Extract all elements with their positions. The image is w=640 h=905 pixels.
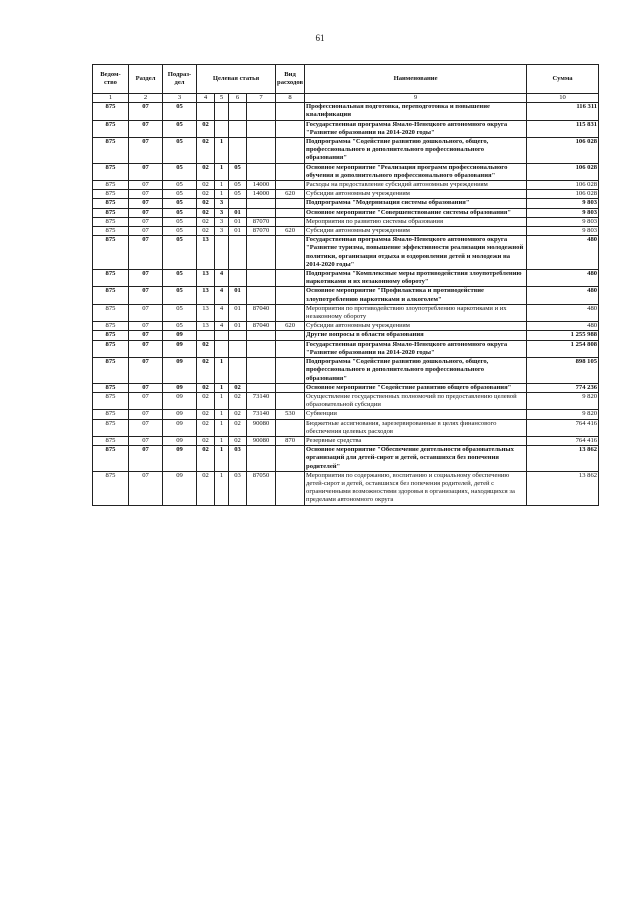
cell-name: Мероприятия по развитию системы образования (305, 217, 527, 226)
cell-razdel: 07 (129, 304, 163, 321)
cell-target-direction: 73140 (247, 410, 276, 419)
cell-target-direction (247, 138, 276, 164)
cell-target-direction (247, 236, 276, 270)
cell-ved: 875 (93, 383, 129, 392)
cell-target-direction (247, 383, 276, 392)
cell-target-subprogram: 1 (215, 392, 229, 409)
cell-ved: 875 (93, 217, 129, 226)
cell-target-subprogram (215, 340, 229, 357)
cell-sum: 774 236 (527, 383, 599, 392)
cell-razdel: 07 (129, 419, 163, 436)
cell-razdel: 07 (129, 199, 163, 208)
cell-ved: 875 (93, 358, 129, 384)
cell-podrazdel: 09 (163, 383, 197, 392)
cell-target-program: 02 (197, 208, 215, 217)
cell-vid (276, 287, 305, 304)
cell-sum: 480 (527, 236, 599, 270)
cell-target-program: 02 (197, 410, 215, 419)
cell-razdel: 07 (129, 471, 163, 505)
cell-podrazdel: 09 (163, 446, 197, 472)
cell-target-direction (247, 358, 276, 384)
cell-ved: 875 (93, 471, 129, 505)
cell-target-subprogram: 1 (215, 181, 229, 190)
cell-podrazdel: 05 (163, 287, 197, 304)
cell-sum: 480 (527, 287, 599, 304)
cell-sum: 1 255 988 (527, 331, 599, 340)
cell-ved: 875 (93, 419, 129, 436)
cell-sum: 106 028 (527, 163, 599, 180)
cell-sum: 898 105 (527, 358, 599, 384)
cell-target-direction: 90080 (247, 419, 276, 436)
cell-ved: 875 (93, 120, 129, 137)
cell-target-program: 13 (197, 322, 215, 331)
cell-target-subprogram: 1 (215, 436, 229, 445)
cell-target-subprogram (215, 331, 229, 340)
table-row (93, 392, 599, 409)
cell-target-program: 02 (197, 199, 215, 208)
table-row (93, 419, 599, 436)
header-name: Наименование (305, 65, 527, 94)
col-num: 3 (163, 94, 197, 103)
cell-razdel: 07 (129, 446, 163, 472)
cell-target-direction: 73140 (247, 392, 276, 409)
cell-ved: 875 (93, 322, 129, 331)
cell-vid (276, 358, 305, 384)
cell-target-subprogram: 4 (215, 322, 229, 331)
cell-target-program: 02 (197, 446, 215, 472)
table-row (93, 208, 599, 217)
cell-razdel: 07 (129, 270, 163, 287)
cell-sum: 480 (527, 304, 599, 321)
cell-vid: 620 (276, 227, 305, 236)
cell-podrazdel: 09 (163, 410, 197, 419)
cell-sum: 9 803 (527, 227, 599, 236)
col-num: 5 (215, 94, 229, 103)
cell-sum: 764 416 (527, 419, 599, 436)
cell-sum: 9 820 (527, 410, 599, 419)
cell-target-subprogram: 4 (215, 287, 229, 304)
cell-target-program: 02 (197, 392, 215, 409)
cell-sum: 480 (527, 270, 599, 287)
cell-target-program: 02 (197, 340, 215, 357)
cell-podrazdel: 05 (163, 190, 197, 199)
cell-ved: 875 (93, 340, 129, 357)
cell-sum: 480 (527, 322, 599, 331)
cell-target-direction (247, 163, 276, 180)
cell-razdel: 07 (129, 217, 163, 226)
cell-target-program: 02 (197, 217, 215, 226)
cell-ved: 875 (93, 190, 129, 199)
table-row (93, 322, 599, 331)
cell-podrazdel: 05 (163, 236, 197, 270)
cell-razdel: 07 (129, 331, 163, 340)
cell-razdel: 07 (129, 190, 163, 199)
cell-target-direction: 87050 (247, 471, 276, 505)
cell-sum: 764 416 (527, 436, 599, 445)
cell-target-subprogram (215, 120, 229, 137)
col-num: 6 (229, 94, 247, 103)
cell-razdel: 07 (129, 322, 163, 331)
cell-sum: 9 803 (527, 199, 599, 208)
header-ved: Ведом-ство (93, 65, 129, 94)
cell-ved: 875 (93, 181, 129, 190)
cell-target-event: 01 (229, 227, 247, 236)
cell-name: Субсидии автономным учреждениям (305, 322, 527, 331)
cell-razdel: 07 (129, 287, 163, 304)
cell-target-subprogram: 4 (215, 270, 229, 287)
cell-ved: 875 (93, 103, 129, 120)
cell-target-event: 01 (229, 208, 247, 217)
cell-ved: 875 (93, 199, 129, 208)
col-num: 7 (247, 94, 276, 103)
cell-vid (276, 208, 305, 217)
page-number: 61 (315, 33, 325, 43)
cell-target-subprogram: 1 (215, 190, 229, 199)
cell-name: Профессиональная подготовка, переподготовка и повышение квалификации (305, 103, 527, 120)
cell-target-event (229, 103, 247, 120)
col-num: 2 (129, 94, 163, 103)
cell-target-program: 13 (197, 236, 215, 270)
column-number-row (93, 94, 599, 103)
col-num: 1 (93, 94, 129, 103)
cell-vid: 620 (276, 190, 305, 199)
table-row (93, 471, 599, 505)
cell-target-direction (247, 103, 276, 120)
cell-vid: 530 (276, 410, 305, 419)
cell-sum: 116 311 (527, 103, 599, 120)
cell-target-direction (247, 331, 276, 340)
cell-podrazdel: 05 (163, 199, 197, 208)
cell-podrazdel: 05 (163, 138, 197, 164)
cell-razdel: 07 (129, 163, 163, 180)
cell-target-direction (247, 120, 276, 137)
cell-name: Осуществление государственных полномочий по предоставлению целевой образовательной субсидии (305, 392, 527, 409)
cell-sum: 13 862 (527, 471, 599, 505)
cell-name: Основное мероприятие "Содействие развитию общего образования" (305, 383, 527, 392)
cell-ved: 875 (93, 446, 129, 472)
cell-name: Другие вопросы в области образования (305, 331, 527, 340)
table-row (93, 383, 599, 392)
cell-vid (276, 103, 305, 120)
cell-razdel: 07 (129, 181, 163, 190)
cell-target-program: 13 (197, 270, 215, 287)
table-row (93, 287, 599, 304)
cell-razdel: 07 (129, 236, 163, 270)
cell-vid (276, 331, 305, 340)
cell-podrazdel: 09 (163, 419, 197, 436)
col-num: 9 (305, 94, 527, 103)
cell-ved: 875 (93, 236, 129, 270)
table-row (93, 410, 599, 419)
cell-name: Субсидии автономным учреждениям (305, 227, 527, 236)
cell-name: Субсидии автономным учреждениям (305, 190, 527, 199)
header-sum: Сумма (527, 65, 599, 94)
cell-podrazdel: 05 (163, 227, 197, 236)
cell-name: Мероприятия по противодействию злоупотреблению наркотиками и их незаконному обороту (305, 304, 527, 321)
cell-target-subprogram: 1 (215, 138, 229, 164)
table-row (93, 217, 599, 226)
cell-razdel: 07 (129, 227, 163, 236)
cell-target-subprogram: 1 (215, 163, 229, 180)
cell-target-event (229, 270, 247, 287)
cell-target-subprogram: 4 (215, 304, 229, 321)
cell-target-direction (247, 446, 276, 472)
cell-vid (276, 446, 305, 472)
cell-target-subprogram: 3 (215, 227, 229, 236)
header-vid: Вид расходов (276, 65, 305, 94)
cell-ved: 875 (93, 208, 129, 217)
table-row (93, 190, 599, 199)
cell-podrazdel: 05 (163, 181, 197, 190)
cell-podrazdel: 09 (163, 392, 197, 409)
cell-vid (276, 163, 305, 180)
cell-vid: 870 (276, 436, 305, 445)
cell-vid (276, 138, 305, 164)
cell-target-direction: 14000 (247, 190, 276, 199)
cell-ved: 875 (93, 138, 129, 164)
table-row (93, 199, 599, 208)
header-podrazdel: Подраз-дел (163, 65, 197, 94)
cell-name: Субвенции (305, 410, 527, 419)
cell-podrazdel: 05 (163, 270, 197, 287)
cell-target-program (197, 103, 215, 120)
cell-target-event (229, 138, 247, 164)
cell-sum: 115 831 (527, 120, 599, 137)
cell-name: Подпрограмма "Содействие развитию дошкольного, общего, профессионального и дополнительного профессионального образования" (305, 138, 527, 164)
cell-target-event: 02 (229, 410, 247, 419)
cell-target-event (229, 358, 247, 384)
header-razdel: Раздел (129, 65, 163, 94)
cell-target-event (229, 340, 247, 357)
cell-name: Резервные средства (305, 436, 527, 445)
cell-vid (276, 304, 305, 321)
cell-vid: 620 (276, 322, 305, 331)
cell-podrazdel: 09 (163, 471, 197, 505)
cell-target-program: 13 (197, 287, 215, 304)
cell-target-event: 01 (229, 287, 247, 304)
cell-target-event: 05 (229, 190, 247, 199)
cell-target-event (229, 120, 247, 137)
cell-razdel: 07 (129, 410, 163, 419)
cell-name: Бюджетные ассигнования, зарезервированные в целях финансового обеспечения целевых расходов (305, 419, 527, 436)
cell-name: Мероприятия по содержанию, воспитанию и социальному обеспечению детей-сирот и детей, оставшихся без попечения родителей, детей с ограниченными возможностями здоровья в организациях, находящихся за пределами автономного округа (305, 471, 527, 505)
table-row (93, 103, 599, 120)
cell-target-program: 02 (197, 190, 215, 199)
cell-ved: 875 (93, 436, 129, 445)
cell-podrazdel: 09 (163, 340, 197, 357)
table-row (93, 120, 599, 137)
cell-target-subprogram: 1 (215, 383, 229, 392)
cell-name: Государственная программа Ямало-Ненецкого автономного округа "Развитие образования на 2014-2020 годы" (305, 120, 527, 137)
cell-sum: 13 862 (527, 446, 599, 472)
cell-podrazdel: 05 (163, 322, 197, 331)
cell-razdel: 07 (129, 208, 163, 217)
cell-ved: 875 (93, 163, 129, 180)
table-row (93, 236, 599, 270)
cell-target-program: 02 (197, 436, 215, 445)
table-row (93, 436, 599, 445)
cell-podrazdel: 05 (163, 217, 197, 226)
cell-target-direction: 14000 (247, 181, 276, 190)
cell-target-event: 01 (229, 217, 247, 226)
cell-target-program: 02 (197, 358, 215, 384)
cell-name: Основное мероприятие "Реализация программ профессионального обучения и дополнительного профессионального образования" (305, 163, 527, 180)
cell-target-direction: 87070 (247, 217, 276, 226)
cell-target-event: 01 (229, 304, 247, 321)
cell-target-program: 13 (197, 304, 215, 321)
cell-sum: 9 803 (527, 217, 599, 226)
cell-target-event (229, 236, 247, 270)
cell-razdel: 07 (129, 436, 163, 445)
col-num: 8 (276, 94, 305, 103)
cell-target-program: 02 (197, 419, 215, 436)
col-num: 10 (527, 94, 599, 103)
cell-target-direction (247, 208, 276, 217)
cell-target-event: 01 (229, 322, 247, 331)
cell-target-direction: 87070 (247, 227, 276, 236)
cell-target-event: 05 (229, 181, 247, 190)
col-num: 4 (197, 94, 215, 103)
cell-podrazdel: 09 (163, 436, 197, 445)
cell-vid (276, 383, 305, 392)
cell-target-direction (247, 199, 276, 208)
cell-vid (276, 471, 305, 505)
header-target: Целевая статья (197, 65, 276, 94)
cell-vid (276, 181, 305, 190)
cell-ved: 875 (93, 392, 129, 409)
cell-podrazdel: 05 (163, 304, 197, 321)
cell-podrazdel: 05 (163, 208, 197, 217)
budget-table (92, 64, 599, 506)
cell-podrazdel: 05 (163, 120, 197, 137)
cell-target-direction: 87040 (247, 304, 276, 321)
table-row (93, 270, 599, 287)
table-row (93, 181, 599, 190)
table-row (93, 446, 599, 472)
cell-sum: 106 028 (527, 138, 599, 164)
cell-sum: 9 803 (527, 208, 599, 217)
cell-vid (276, 217, 305, 226)
cell-vid (276, 199, 305, 208)
cell-sum: 106 028 (527, 190, 599, 199)
cell-sum: 9 820 (527, 392, 599, 409)
cell-target-program: 02 (197, 163, 215, 180)
cell-target-direction: 87040 (247, 322, 276, 331)
cell-target-direction (247, 270, 276, 287)
cell-name: Основное мероприятие "Обеспечение деятельности образовательных организаций для детей-сирот и детей, оставшихся без попечения родителей" (305, 446, 527, 472)
cell-ved: 875 (93, 410, 129, 419)
cell-razdel: 07 (129, 138, 163, 164)
cell-podrazdel: 05 (163, 103, 197, 120)
cell-razdel: 07 (129, 120, 163, 137)
table-row (93, 358, 599, 384)
cell-target-program (197, 331, 215, 340)
cell-target-program: 02 (197, 120, 215, 137)
cell-razdel: 07 (129, 358, 163, 384)
cell-ved: 875 (93, 304, 129, 321)
table-row (93, 340, 599, 357)
cell-target-event: 05 (229, 163, 247, 180)
cell-target-program: 02 (197, 383, 215, 392)
cell-name: Государственная программа Ямало-Ненецкого автономного округа "Развитие образования на 2014-2020 годы" (305, 340, 527, 357)
cell-target-event: 02 (229, 436, 247, 445)
cell-name: Государственная программа Ямало-Ненецкого автономного округа "Развитие туризма, повышение эффективности реализации молодежной политики, организация отдыха и оздоровления детей и молодежи на 2014-2020 годы" (305, 236, 527, 270)
cell-target-subprogram: 1 (215, 358, 229, 384)
cell-name: Расходы на предоставление субсидий автономным учреждениям (305, 181, 527, 190)
cell-target-subprogram (215, 236, 229, 270)
cell-podrazdel: 05 (163, 163, 197, 180)
cell-target-event: 03 (229, 446, 247, 472)
cell-sum: 106 028 (527, 181, 599, 190)
cell-target-event: 02 (229, 419, 247, 436)
cell-target-subprogram: 1 (215, 471, 229, 505)
cell-target-direction (247, 287, 276, 304)
cell-target-subprogram: 3 (215, 208, 229, 217)
cell-target-event: 03 (229, 471, 247, 505)
table-row (93, 138, 599, 164)
cell-target-subprogram: 1 (215, 446, 229, 472)
cell-name: Основное мероприятие "Совершенствование системы образования" (305, 208, 527, 217)
table-row (93, 304, 599, 321)
cell-ved: 875 (93, 270, 129, 287)
table-row (93, 331, 599, 340)
cell-vid (276, 392, 305, 409)
cell-target-program: 02 (197, 181, 215, 190)
cell-razdel: 07 (129, 392, 163, 409)
cell-target-subprogram: 3 (215, 217, 229, 226)
cell-name: Подпрограмма "Содействие развитию дошкольного, общего, профессионального и дополнительного профессионального образования" (305, 358, 527, 384)
cell-target-program: 02 (197, 227, 215, 236)
cell-vid (276, 270, 305, 287)
cell-ved: 875 (93, 331, 129, 340)
cell-name: Основное мероприятие "Профилактика и противодействие злоупотреблению наркотиками и алкоголем" (305, 287, 527, 304)
cell-target-program: 02 (197, 471, 215, 505)
cell-razdel: 07 (129, 383, 163, 392)
cell-target-event: 02 (229, 383, 247, 392)
cell-podrazdel: 09 (163, 358, 197, 384)
cell-target-direction: 90080 (247, 436, 276, 445)
cell-target-event (229, 331, 247, 340)
cell-podrazdel: 09 (163, 331, 197, 340)
cell-sum: 1 254 808 (527, 340, 599, 357)
cell-vid (276, 236, 305, 270)
cell-target-subprogram (215, 103, 229, 120)
cell-target-subprogram: 1 (215, 419, 229, 436)
cell-ved: 875 (93, 227, 129, 236)
table-row (93, 227, 599, 236)
cell-razdel: 07 (129, 340, 163, 357)
cell-vid (276, 340, 305, 357)
cell-ved: 875 (93, 287, 129, 304)
cell-vid (276, 120, 305, 137)
cell-name: Подпрограмма "Комплексные меры противодействия злоупотреблению наркотиками и их незаконному обороту" (305, 270, 527, 287)
cell-target-subprogram: 1 (215, 410, 229, 419)
cell-razdel: 07 (129, 103, 163, 120)
cell-name: Подпрограмма "Модернизация системы образования" (305, 199, 527, 208)
header-row (93, 65, 599, 94)
cell-target-direction (247, 340, 276, 357)
cell-target-subprogram: 3 (215, 199, 229, 208)
cell-target-program: 02 (197, 138, 215, 164)
cell-vid (276, 419, 305, 436)
cell-target-event: 02 (229, 392, 247, 409)
cell-target-event (229, 199, 247, 208)
table-row (93, 163, 599, 180)
